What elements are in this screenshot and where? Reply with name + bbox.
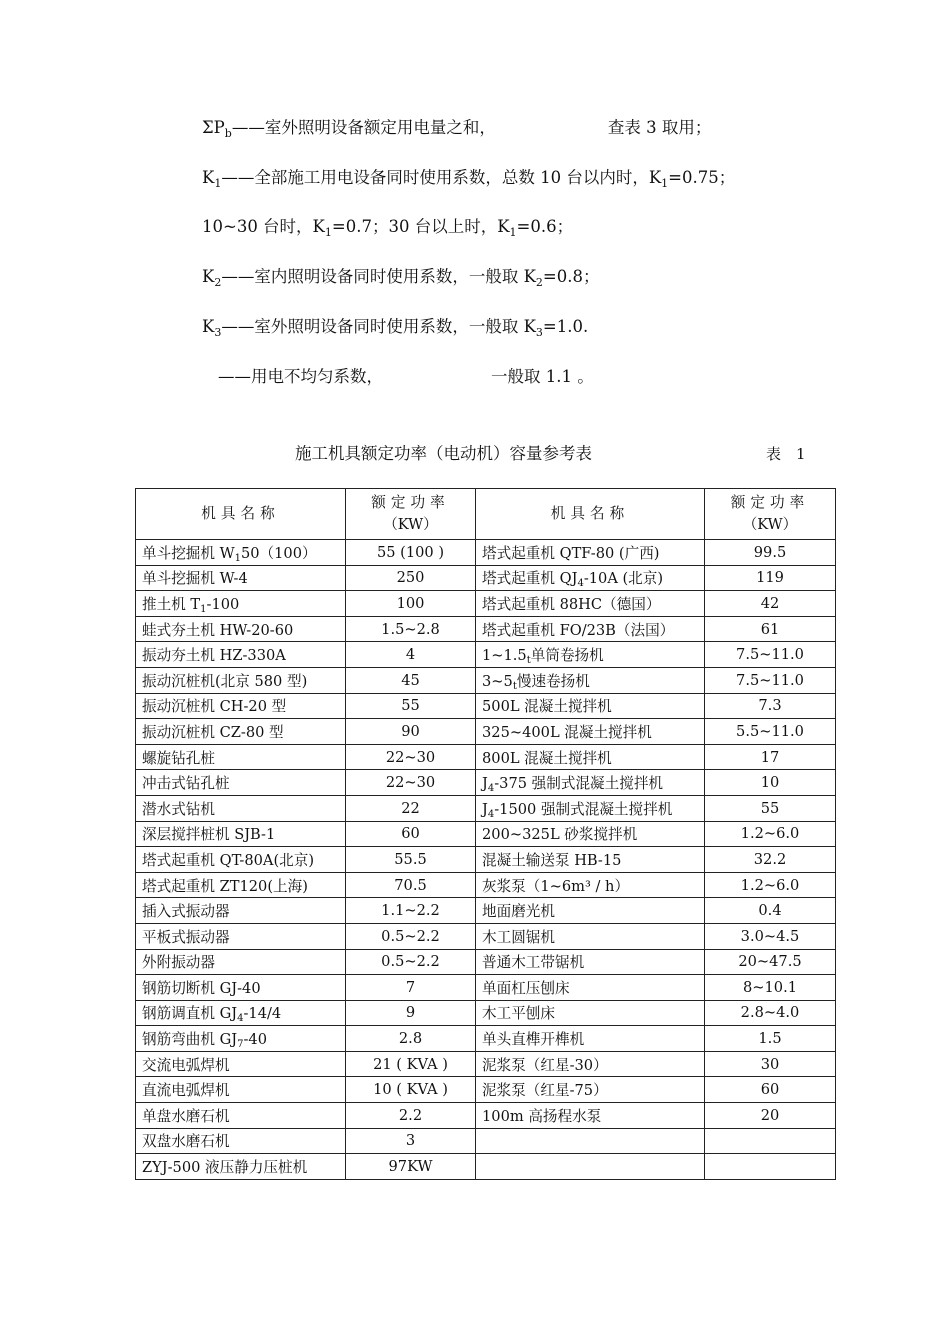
equipment-name-right: 500L 混凝土搅拌机 xyxy=(476,693,705,719)
table-row xyxy=(136,898,836,924)
rated-power-left: 55 (100 ) xyxy=(346,540,476,566)
rated-power-right: 1.2~6.0 xyxy=(705,872,836,898)
rated-power-left: 2.8 xyxy=(346,1026,476,1052)
equipment-name-left: 交流电弧焊机 xyxy=(136,1051,346,1077)
table-row xyxy=(136,1051,836,1077)
equipment-name-right: 木工圆锯机 xyxy=(476,923,705,949)
equipment-name-left: 塔式起重机 QT-80A(北京) xyxy=(136,847,346,873)
table-header-row xyxy=(136,489,836,540)
equipment-name-left: 钢筋弯曲机 $GJ_7-40$ xyxy=(136,1026,346,1052)
equipment-name-right: 泥浆泵（红星-30） xyxy=(476,1051,705,1077)
rated-power-right: 55 xyxy=(705,795,836,821)
table-row xyxy=(136,795,836,821)
equipment-name-right: 塔式起重机 88HC（德国） xyxy=(476,591,705,617)
equipment-name-right: 325~400L 混凝土搅拌机 xyxy=(476,719,705,745)
rated-power-left: 3 xyxy=(346,1128,476,1154)
table-row xyxy=(136,693,836,719)
rated-power-left: 22~30 xyxy=(346,770,476,796)
equipment-name-right: 800L 混凝土搅拌机 xyxy=(476,744,705,770)
equipment-name-left: 直流电弧焊机 xyxy=(136,1077,346,1103)
equipment-name-right: 泥浆泵（红星-75） xyxy=(476,1077,705,1103)
table-row xyxy=(136,744,836,770)
table-row xyxy=(136,1000,836,1026)
table-row xyxy=(136,719,836,745)
rated-power-right: 99.5 xyxy=(705,540,836,566)
rated-power-left: 55.5 xyxy=(346,847,476,873)
rated-power-left: 21 ( KVA ) xyxy=(346,1051,476,1077)
rated-power-right: 1.2~6.0 xyxy=(705,821,836,847)
table-row xyxy=(136,565,836,591)
table-row xyxy=(136,770,836,796)
equipment-name-right: 木工平刨床 xyxy=(476,1000,705,1026)
equipment-name-left: 钢筋调直机 $GJ_4-14/4$ xyxy=(136,1000,346,1026)
rated-power-left: 10 ( KVA ) xyxy=(346,1077,476,1103)
rated-power-right: 30 xyxy=(705,1051,836,1077)
rated-power-left: 97KW xyxy=(346,1154,476,1180)
equipment-name-left: 塔式起重机 ZT120(上海) xyxy=(136,872,346,898)
equipment-name-left: 插入式振动器 xyxy=(136,898,346,924)
rated-power-right: 61 xyxy=(705,616,836,642)
header-power-right: 额定功率 （KW） xyxy=(705,489,836,540)
equipment-name-right: 混凝土输送泵 HB-15 xyxy=(476,847,705,873)
header-power-left: 额定功率 （KW） xyxy=(346,489,476,540)
formula-line-1: $\Sigma P_b——$室外照明设备额定用电量之和， 查表 3 取用； xyxy=(202,118,712,140)
header-name-right: 机具名称 xyxy=(476,489,705,540)
rated-power-left: 0.5~2.2 xyxy=(346,923,476,949)
equipment-name-right: 塔式起重机 QTF-80 (广西) xyxy=(476,540,705,566)
equipment-name-left: 外附振动器 xyxy=(136,949,346,975)
equipment-name-left: 单斗挖掘机 $W_150(100)$ xyxy=(136,540,346,566)
rated-power-left: 4 xyxy=(346,642,476,668)
rated-power-right: 0.4 xyxy=(705,898,836,924)
formula-line-2: $K_1——$全部施工用电设备同时使用系数，总数 10 台以内时，$K_1=0.75$； xyxy=(202,168,736,190)
header-name-left: 机具名称 xyxy=(136,489,346,540)
equipment-name-left: 单斗挖掘机 W-4 xyxy=(136,565,346,591)
table-row xyxy=(136,591,836,617)
table-row xyxy=(136,1103,836,1129)
equipment-name-right: $J_4-1500$ 强制式混凝土搅拌机 xyxy=(476,795,705,821)
table-row xyxy=(136,847,836,873)
rated-power-right: 5.5~11.0 xyxy=(705,719,836,745)
table-row xyxy=(136,1128,836,1154)
table-row xyxy=(136,1077,836,1103)
table-row xyxy=(136,923,836,949)
table-row xyxy=(136,821,836,847)
formula-line-4: $K_2——$室内照明设备同时使用系数，一般取 $K_2=0.8$； xyxy=(202,267,600,289)
table-row xyxy=(136,1026,836,1052)
equipment-name-right: $J_4-375$ 强制式混凝土搅拌机 xyxy=(476,770,705,796)
rated-power-right xyxy=(705,1154,836,1180)
equipment-name-right: 普通木工带锯机 xyxy=(476,949,705,975)
equipment-name-right: 200~325L 砂浆搅拌机 xyxy=(476,821,705,847)
equipment-name-left: 冲击式钻孔桩 xyxy=(136,770,346,796)
rated-power-left: 70.5 xyxy=(346,872,476,898)
table-number: 表 1 xyxy=(766,445,807,463)
equipment-name-right: 100m 高扬程水泵 xyxy=(476,1103,705,1129)
rated-power-left: 55 xyxy=(346,693,476,719)
equipment-name-left: 双盘水磨石机 xyxy=(136,1128,346,1154)
equipment-name-left: 钢筋切断机 GJ-40 xyxy=(136,975,346,1001)
equipment-power-table xyxy=(135,488,836,1180)
equipment-name-left: 单盘水磨石机 xyxy=(136,1103,346,1129)
rated-power-right: 3.0~4.5 xyxy=(705,923,836,949)
table-row xyxy=(136,667,836,693)
rated-power-left: 60 xyxy=(346,821,476,847)
equipment-name-right: 塔式起重机 $QJ_4-10A$ (北京) xyxy=(476,565,705,591)
rated-power-left: 1.1~2.2 xyxy=(346,898,476,924)
equipment-name-left: 螺旋钻孔桩 xyxy=(136,744,346,770)
rated-power-left: 9 xyxy=(346,1000,476,1026)
equipment-name-left: 振动沉桩机(北京 580 型) xyxy=(136,667,346,693)
rated-power-right: 7.5~11.0 xyxy=(705,642,836,668)
equipment-name-left: 蛙式夯土机 HW-20-60 xyxy=(136,616,346,642)
rated-power-left: 1.5~2.8 xyxy=(346,616,476,642)
rated-power-left: 22~30 xyxy=(346,744,476,770)
rated-power-right: 1.5 xyxy=(705,1026,836,1052)
rated-power-left: 7 xyxy=(346,975,476,1001)
equipment-name-right xyxy=(476,1128,705,1154)
equipment-name-right: 地面磨光机 xyxy=(476,898,705,924)
rated-power-right: 7.3 xyxy=(705,693,836,719)
rated-power-left: 250 xyxy=(346,565,476,591)
rated-power-right: 2.8~4.0 xyxy=(705,1000,836,1026)
rated-power-left: 90 xyxy=(346,719,476,745)
rated-power-right xyxy=(705,1128,836,1154)
equipment-name-left: 振动沉桩机 CZ-80 型 xyxy=(136,719,346,745)
equipment-name-right: 单面杠压刨床 xyxy=(476,975,705,1001)
table-row xyxy=(136,949,836,975)
rated-power-left: 100 xyxy=(346,591,476,617)
rated-power-right: 7.5~11.0 xyxy=(705,667,836,693)
table-row xyxy=(136,872,836,898)
rated-power-right: 60 xyxy=(705,1077,836,1103)
rated-power-right: 42 xyxy=(705,591,836,617)
formula-sumpb-symbol: ΣP xyxy=(202,118,225,137)
equipment-name-left: 潜水式钻机 xyxy=(136,795,346,821)
equipment-name-left: 推土机 $T_1-100$ xyxy=(136,591,346,617)
equipment-name-right: 塔式起重机 FO/23B（法国） xyxy=(476,616,705,642)
table-row xyxy=(136,540,836,566)
table-row xyxy=(136,975,836,1001)
equipment-name-left: 深层搅拌桩机 SJB-1 xyxy=(136,821,346,847)
rated-power-left: 22 xyxy=(346,795,476,821)
equipment-name-right: 灰浆泵（1~6m³ / h） xyxy=(476,872,705,898)
equipment-name-left: 振动夯土机 HZ-330A xyxy=(136,642,346,668)
rated-power-left: 0.5~2.2 xyxy=(346,949,476,975)
formula-line-5: $K_3——$室外照明设备同时使用系数，一般取 $K_3=1.0$. xyxy=(202,317,589,339)
equipment-name-left: ZYJ-500 液压静力压桩机 xyxy=(136,1154,346,1180)
rated-power-right: 8~10.1 xyxy=(705,975,836,1001)
rated-power-left: 2.2 xyxy=(346,1103,476,1129)
table-row xyxy=(136,1154,836,1180)
rated-power-right: 20~47.5 xyxy=(705,949,836,975)
rated-power-right: 10 xyxy=(705,770,836,796)
equipment-name-right xyxy=(476,1154,705,1180)
table-row xyxy=(136,616,836,642)
equipment-name-right: $3\sim 5_t$慢速卷扬机 xyxy=(476,667,705,693)
rated-power-right: 32.2 xyxy=(705,847,836,873)
table-title: 施工机具额定功率（电动机）容量参考表 xyxy=(295,444,592,463)
table-row xyxy=(136,642,836,668)
equipment-name-right: $1\sim 1.5_t$单筒卷扬机 xyxy=(476,642,705,668)
equipment-name-left: 平板式振动器 xyxy=(136,923,346,949)
rated-power-right: 20 xyxy=(705,1103,836,1129)
equipment-name-left: 振动沉桩机 CH-20 型 xyxy=(136,693,346,719)
rated-power-left: 45 xyxy=(346,667,476,693)
rated-power-right: 119 xyxy=(705,565,836,591)
equipment-name-right: 单头直榫开榫机 xyxy=(476,1026,705,1052)
formula-line-3: 10~30 台时，$K_1=0.7$；30 台以上时，$K_1=0.6$； xyxy=(202,217,574,239)
formula-line-6: ——用电不均匀系数， 一般取 1.1 。 xyxy=(218,367,594,386)
rated-power-right: 17 xyxy=(705,744,836,770)
